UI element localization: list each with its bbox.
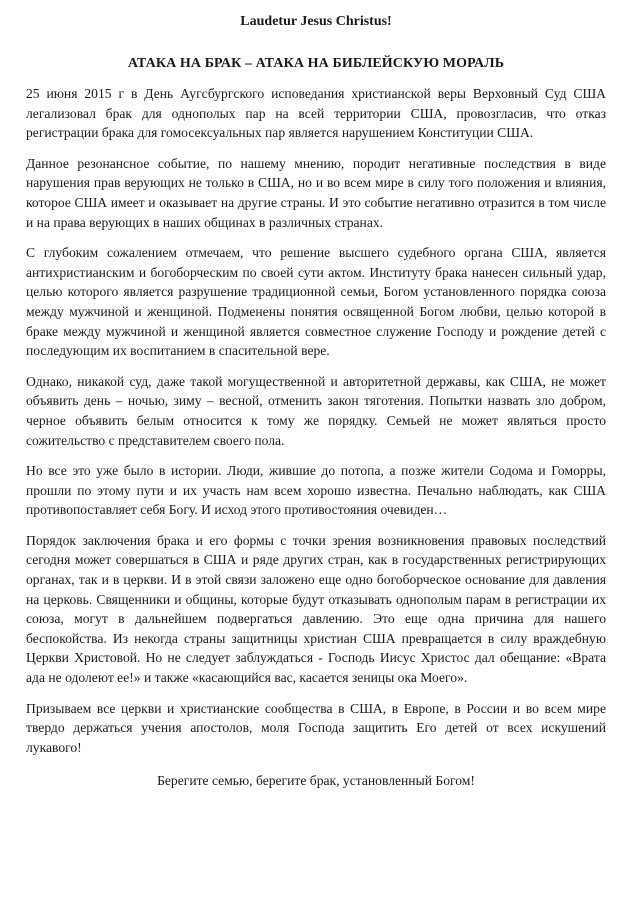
closing-line: Берегите семью, берегите брак, установленный Богом! — [157, 773, 475, 789]
paragraph-6: Порядок заключения брака и его формы с точки зрения возникновения правовых последствий сегодня может совершаться в США и ряде других стран, как в государственных регистрирующих органах, так и в церкви. И в этой связи заложено еще одно богоборческое основание для давления на церковь. Священники и общины, которые будут отказывать однополым парам в регистрации их союза, могут в дальнейшем подвергаться давлению. Это еще одна причина для нашего беспокойства. Из некогда страны защитницы христиан США превращается в силу враждебную Церкви Христовой. Но не следует заблуждаться - Господь Иисус Христос дал обещание: «Врата ада не одолеют ее!» и также «касающийся вас, касается зеницы ока Моего». — [26, 532, 606, 686]
paragraph-7: Призываем все церкви и христианские сообщества в США, в Европе, в России и во всем мире твердо держаться учения апостолов, моля Господа защитить Его детей от всех искушений лукавого! — [26, 700, 606, 755]
paragraph-1: 25 июня 2015 г в День Аугсбургского исповедания христианской веры Верховный Суд США легализовал брак для однополых пар на всей территории США, провозгласив, что отказ регистрации брака для гомосексуальных пар является нарушением Конституции США. — [26, 86, 606, 141]
paragraph-2: Данное резонансное событие, по нашему мнению, породит негативные последствия в виде нарушения прав верующих не только в США, но и во всем мире в силу того положения и влияния, которое США имеет и оказывает на другие страны. И это событие негативно отразится в том числе и на права верующих в наших общинах в различных странах. — [26, 155, 606, 230]
paragraph-3: С глубоким сожалением отмечаем, что решение высшего судебного органа США, является антихристианским и богоборческим по своей сути актом. Институту брака нанесен сильный удар, целью которого является разрушение традиционной семьи, Богом установленного порядка союза между мужчиной и женщиной. Подменены понятия освященной Богом любви, целью которой в браке между мужчиной и женщиной является совместное служение Господу и рождение детей с последующим их воспитанием в спасительной вере. — [26, 245, 606, 359]
document-title: АТАКА НА БРАК – АТАКА НА БИБЛЕЙСКУЮ МОРАЛЬ — [127, 56, 505, 71]
document-header: Laudetur Jesus Christus! — [240, 14, 392, 29]
paragraph-4: Однако, никакой суд, даже такой могущественной и авторитетной державы, как США, не может объявить день – ночью, зиму – весной, отменить закон тяготения. Попытки назвать зло добром, черное объявить белым относится к тому же порядку. Семьей не может являться просто сожительство с представителем своего пола. — [26, 373, 606, 448]
paragraph-5: Но все это уже было в истории. Люди, жившие до потопа, а позже жители Содома и Гоморры, прошли по этому пути и их участь нам всем хорошо известна. Печально наблюдать, как США противопоставляет себя Богу. И исход этого противостояния очевиден… — [26, 463, 606, 518]
